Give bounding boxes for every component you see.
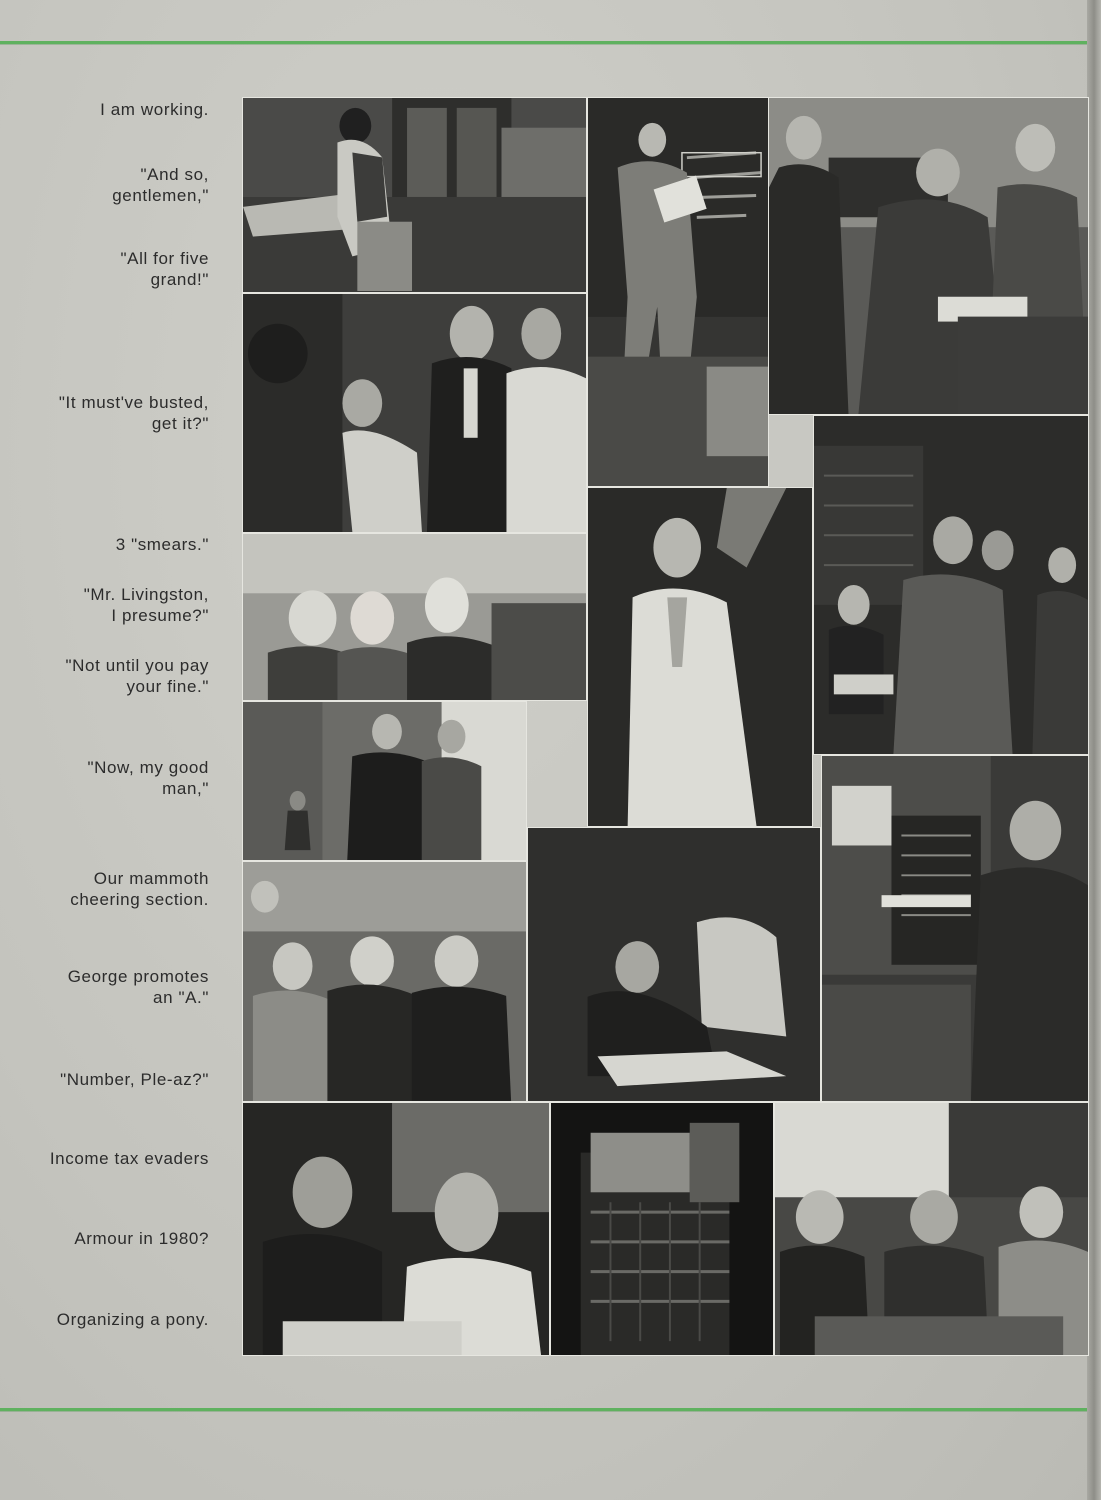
photo-telephone-operator [821,755,1089,1102]
caption-12: Income tax evaders [49,1149,209,1168]
photo-cheering-section [242,861,527,1102]
caption-14: Organizing a pony. [56,1310,209,1329]
photo-older-man-jacket [587,487,813,827]
caption-2: "And so, gentlemen," [112,165,209,205]
caption-6: "Mr. Livingston, I presume?" [83,585,209,625]
photo-organizing-pony [774,1102,1089,1356]
caption-10: George promotes an "A." [67,967,209,1007]
caption-1: I am working. [100,100,209,119]
caption-3: "All for five grand!" [120,249,209,289]
photo-chalkboard-reader [587,97,769,487]
photo-working-at-table [242,97,587,293]
caption-13: Armour in 1980? [74,1229,209,1248]
photo-office-telephone [768,97,1089,415]
caption-9: Our mammoth cheering section. [70,869,209,909]
photo-income-tax [242,1102,550,1356]
caption-8: "Now, my good man," [87,758,209,798]
top-green-rule [0,41,1088,44]
photo-three-smiling [242,533,587,701]
caption-5: 3 "smears." [115,535,209,554]
photo-courtyard-men [242,701,527,861]
caption-11: "Number, Ple-az?" [60,1070,209,1089]
photo-men-over-table [527,827,821,1102]
caption-7: "Not until you pay your fine." [65,656,209,696]
photo-machine-inspection [242,293,587,533]
binding-spine [1087,0,1101,1500]
photo-library-counter [813,415,1089,755]
bottom-green-rule [0,1408,1088,1411]
caption-4: "It must've busted, get it?" [58,393,209,433]
photo-armour-building [550,1102,774,1356]
